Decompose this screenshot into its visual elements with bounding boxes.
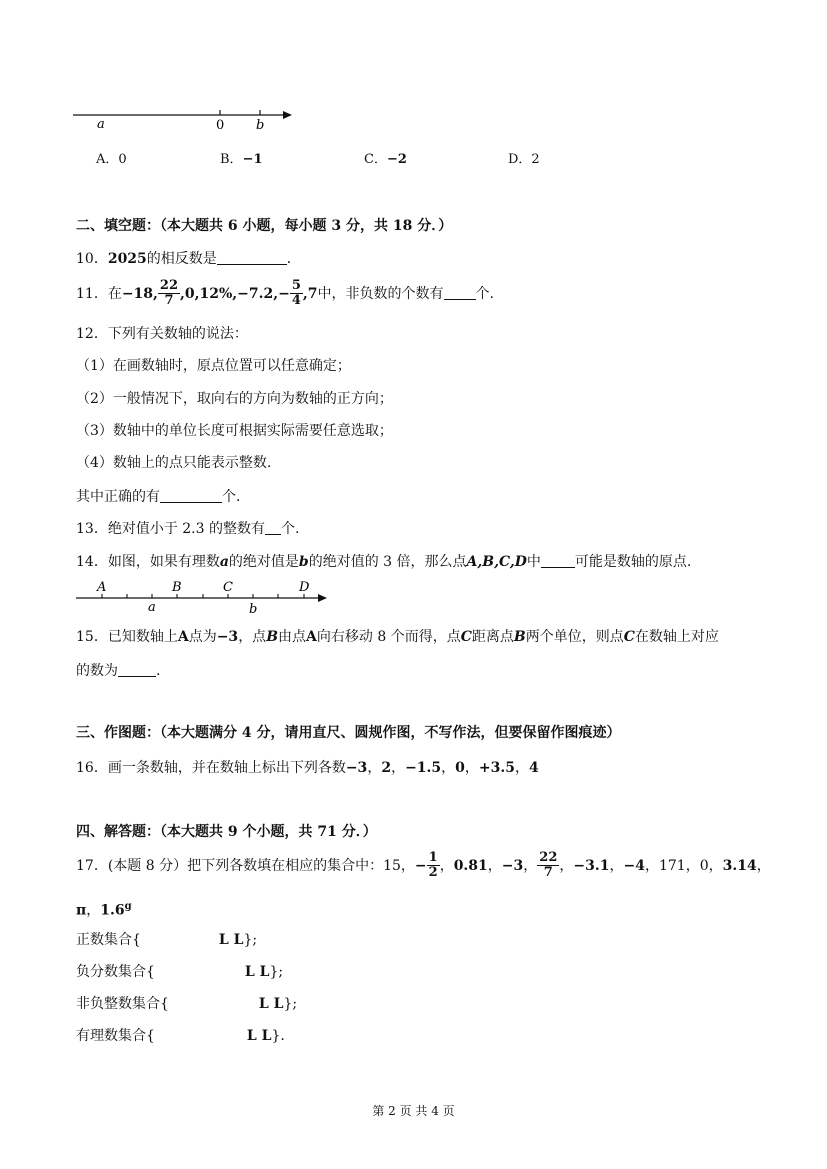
point-A: A <box>177 629 189 645</box>
point-B: B <box>266 629 279 645</box>
option-c <box>364 153 407 166</box>
value: −3 <box>501 857 524 874</box>
q15-text: 距离点 <box>471 629 514 645</box>
q15-end: . <box>156 663 161 679</box>
q14-text-5: 可能是数轴的原点. <box>574 554 692 570</box>
fraction-5-4 <box>290 279 303 309</box>
fraction-numerator: 22 <box>159 278 179 293</box>
superscript: g <box>124 901 132 912</box>
q11-text: 中，非负数的个数有 <box>317 285 444 302</box>
section3-title: 三、作图题：（本大题满分 4 分，请用直尺、圆规作图，不写作法，但要保留作图痕迹） <box>76 725 621 741</box>
value: 0.81 <box>453 857 488 874</box>
set-end: }; <box>283 996 298 1012</box>
section2-title: 二、填空题：（本大题共 6 小题，每小题 3 分，共 18 分．） <box>76 218 453 234</box>
point-A: A <box>306 629 317 645</box>
value: 4 <box>529 760 539 776</box>
number-line-arrow <box>283 111 292 119</box>
answer-blank <box>541 553 575 568</box>
value: 3.14 <box>722 857 757 874</box>
option-b-prefix: B． <box>220 152 243 167</box>
set-ellipsis: L L <box>244 964 270 980</box>
q12-item-4: （4）数轴上的点只能表示整数. <box>76 455 272 471</box>
set-rational <box>76 1029 285 1043</box>
question-17-line-2: π，1.6$^g$ <box>76 901 132 919</box>
set-positive <box>76 933 257 947</box>
set-ellipsis: L L <box>246 1028 272 1044</box>
label-a: a <box>97 117 105 132</box>
fraction-22-7 <box>158 279 180 309</box>
set-end: }. <box>271 1028 285 1044</box>
q17-text: 17．(本题 8 分）把下列各数填在相应的集合中：15， <box>76 857 415 874</box>
question-11 <box>76 279 494 309</box>
q15-text: ，点 <box>238 629 267 645</box>
q14-text-4: 中 <box>526 554 541 570</box>
answer-blank <box>217 250 287 265</box>
section4-title: 四、解答题：（本大题共 9 个小题，共 71 分．） <box>76 824 377 840</box>
set-label: 非负整数集合{ <box>76 996 169 1012</box>
set-negative-fraction <box>76 965 283 979</box>
answer-blank <box>265 520 281 535</box>
value: −1.5 <box>405 760 442 776</box>
fraction-denominator: 7 <box>164 293 174 309</box>
question-17-line-1: 17．(本题 8 分）把下列各数填在相应的集合中：15，− $\frac{1}{2}$ ，0.81，−3， $\frac{22}{7}$ ，−3.1，−4，171，0，3.14， <box>76 850 771 881</box>
page-footer: 第 2 页 共 4 页 <box>372 1104 455 1118</box>
q15-text: 由点 <box>278 629 307 645</box>
point-C: C <box>623 629 635 645</box>
label-A: A <box>97 580 107 595</box>
value: 1.6 <box>100 902 125 919</box>
q15-text: 两个单位，则点 <box>525 629 624 645</box>
value: −3.1 <box>573 857 610 874</box>
question-15-line-2 <box>76 662 160 678</box>
fraction-denominator: 4 <box>291 293 301 309</box>
answer-blank <box>444 285 476 300</box>
option-d: D．2 <box>508 152 540 167</box>
points-abcd: A,B,C,D <box>466 554 527 570</box>
fraction-numerator: 5 <box>291 278 301 293</box>
q13-end: 个. <box>280 521 300 537</box>
number-line-top <box>70 100 300 134</box>
set-nonnegative-integer <box>76 997 297 1011</box>
q11-list-end: ,7 <box>302 285 318 302</box>
value: −3 <box>345 760 368 776</box>
value: 2 <box>381 760 392 776</box>
minus-sign: − <box>414 857 427 874</box>
q14-text-3: 的绝对值的 3 倍，那么点 <box>308 554 467 570</box>
fraction-denominator: 7 <box>543 865 553 881</box>
question-14 <box>76 553 691 569</box>
q14-text-2: 的绝对值是 <box>228 554 299 570</box>
question-13 <box>76 520 299 536</box>
q10-text: 的相反数是 <box>146 251 217 267</box>
label-B: B <box>172 580 182 595</box>
q15-text: 向右移动 8 个而得，点 <box>316 629 461 645</box>
fraction-22-7 <box>537 851 559 881</box>
value: 171 <box>658 857 686 874</box>
label-b: b <box>256 118 265 133</box>
q12-intro: 12．下列有关数轴的说法： <box>76 326 248 342</box>
option-c-value: −2 <box>386 152 407 167</box>
number-line-arrow <box>318 594 327 602</box>
q11-list-mid: ,0,12%,−7.2,− <box>180 285 290 302</box>
answer-blank <box>118 662 156 677</box>
set-label: 正数集合{ <box>76 932 141 948</box>
question-15-line-1 <box>76 630 719 644</box>
q11-end: 个. <box>475 285 494 302</box>
q12-item-2: （2）一般情况下，取向右的方向为数轴的正方向； <box>76 391 393 407</box>
set-end: }; <box>243 932 258 948</box>
q12-conclusion-text: 其中正确的有 <box>76 489 160 505</box>
value: +3.5 <box>478 760 515 776</box>
q11-list-start: −18, <box>121 285 158 302</box>
number-line-q14 <box>70 575 335 619</box>
value-minus-3: −3 <box>216 629 239 645</box>
q12-item-1: （1）在画数轴时，原点位置可以任意确定； <box>76 358 351 374</box>
set-ellipsis: L L <box>218 932 244 948</box>
q15-text: 点为 <box>188 629 217 645</box>
var-a: a <box>219 554 229 570</box>
label-C: C <box>223 580 233 595</box>
q11-prefix: 11．在 <box>76 285 122 302</box>
q12-conclusion <box>76 488 250 504</box>
q10-number: 2025 <box>107 251 147 267</box>
value: 0 <box>699 857 709 874</box>
value: −4 <box>623 857 645 874</box>
q12-end: 个． <box>222 489 250 505</box>
answer-blank <box>160 488 222 503</box>
q16-text: 16．画一条数轴，并在数轴上标出下列各数 <box>76 760 346 776</box>
fraction-numerator: 22 <box>539 850 558 865</box>
label-D: D <box>299 580 310 595</box>
q12-item-3: （3）数轴中的单位长度可根据实际需要任意选取； <box>76 423 393 439</box>
q14-text-1: 14．如图，如果有理数 <box>76 554 220 570</box>
q15-text: 15．已知数轴上 <box>76 629 178 645</box>
pi-symbol: π <box>76 902 87 919</box>
q15-text: 在数轴上对应 <box>634 629 719 645</box>
option-b <box>220 153 263 166</box>
question-10 <box>76 250 301 266</box>
point-C: C <box>460 629 472 645</box>
fraction-1-2 <box>427 851 440 881</box>
label-zero: 0 <box>216 118 225 133</box>
point-B: B <box>513 629 526 645</box>
label-b: b <box>249 602 258 617</box>
set-label: 有理数集合{ <box>76 1028 155 1044</box>
q15-text: 的数为 <box>76 663 118 679</box>
option-b-value: −1 <box>242 152 263 167</box>
set-label: 负分数集合{ <box>76 964 155 980</box>
option-a: A．0 <box>96 152 127 167</box>
fraction-denominator: 2 <box>428 865 438 881</box>
question-16: 16．画一条数轴，并在数轴上标出下列各数−3，2，−1.5，0，+3.5，4 <box>76 760 539 776</box>
q10-end: ． <box>286 251 301 267</box>
option-c-prefix: C． <box>364 152 387 167</box>
value: 0 <box>455 760 465 776</box>
q10-prefix: 10． <box>76 251 108 267</box>
var-b: b <box>298 554 309 570</box>
fraction-numerator: 1 <box>428 850 438 865</box>
set-ellipsis: L L <box>258 996 284 1012</box>
set-end: }; <box>269 964 284 980</box>
q13-text: 13．绝对值小于 2.3 的整数有 <box>76 521 265 537</box>
label-a: a <box>148 600 156 615</box>
